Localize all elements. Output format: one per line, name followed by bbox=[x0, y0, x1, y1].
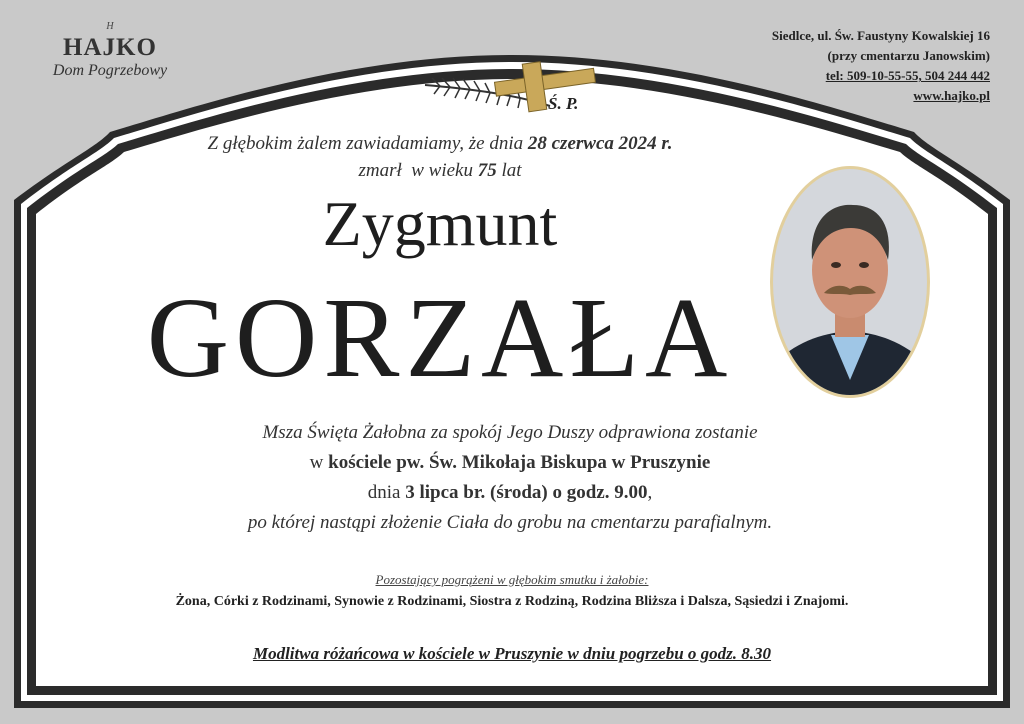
mass-line-1: Msza Święta Żałobna za spokój Jego Duszy odprawiona zostanie bbox=[262, 422, 758, 443]
last-name: GORZAŁA bbox=[146, 274, 734, 401]
church-prefix: w bbox=[309, 452, 329, 473]
mass-datetime: 3 lipca br. (środa) o godz. 9.00 bbox=[405, 482, 648, 503]
company-name: HAJKO bbox=[63, 34, 157, 61]
phone-line[interactable]: tel: 509-10-55-55, 504 244 442 bbox=[825, 68, 990, 83]
portrait-photo bbox=[769, 165, 931, 399]
date-prefix: dnia bbox=[367, 482, 406, 503]
first-name: Zygmunt bbox=[322, 188, 558, 259]
mass-line-2 bbox=[80, 448, 940, 478]
contact-block bbox=[772, 26, 990, 106]
sp-abbreviation: Ś. P. bbox=[548, 94, 579, 113]
funeral-home-logo bbox=[30, 20, 190, 80]
mourners-label: Pozostający pogrążeni w głębokim smutku i żałobie: bbox=[375, 572, 649, 587]
church-name: kościele pw. Św. Mikołaja Biskupa w Pruszynie bbox=[328, 452, 711, 473]
rosary-note: Modlitwa różańcowa w kościele w Pruszynie w dniu pogrzebu o godz. 8.30 bbox=[252, 644, 772, 663]
mass-line-4: po której nastąpi złożenie Ciała do grobu na cmentarzu parafialnym. bbox=[247, 512, 773, 533]
age-value: 75 bbox=[477, 160, 497, 181]
company-subtitle: Dom Pogrzebowy bbox=[52, 62, 168, 79]
address-line: Siedlce, ul. Św. Faustyny Kowalskiej 16 bbox=[771, 28, 990, 43]
cemetery-note: (przy cmentarzu Janowskim) bbox=[827, 48, 990, 63]
website-link[interactable]: www.hajko.pl bbox=[913, 88, 990, 103]
age-prefix: zmarł w wieku bbox=[358, 160, 478, 181]
intro-line bbox=[80, 130, 800, 157]
death-date: 28 czerwca 2024 r. bbox=[527, 133, 673, 154]
date-suffix: , bbox=[647, 482, 653, 503]
announcement bbox=[80, 130, 800, 184]
mass-line-3 bbox=[80, 478, 940, 508]
age-line bbox=[80, 157, 800, 184]
intro-text: Z głębokim żalem zawiadamiamy, że dnia bbox=[207, 133, 528, 154]
mourners-list: Żona, Córki z Rodzinami, Synowie z Rodzinami, Siostra z Rodziną, Rodzina Bliższa i Dalsza, Sąsiedzi i Znajomi. bbox=[175, 594, 849, 609]
funeral-mass-info bbox=[80, 418, 940, 538]
monogram: H bbox=[106, 21, 114, 32]
age-suffix: lat bbox=[496, 160, 522, 181]
